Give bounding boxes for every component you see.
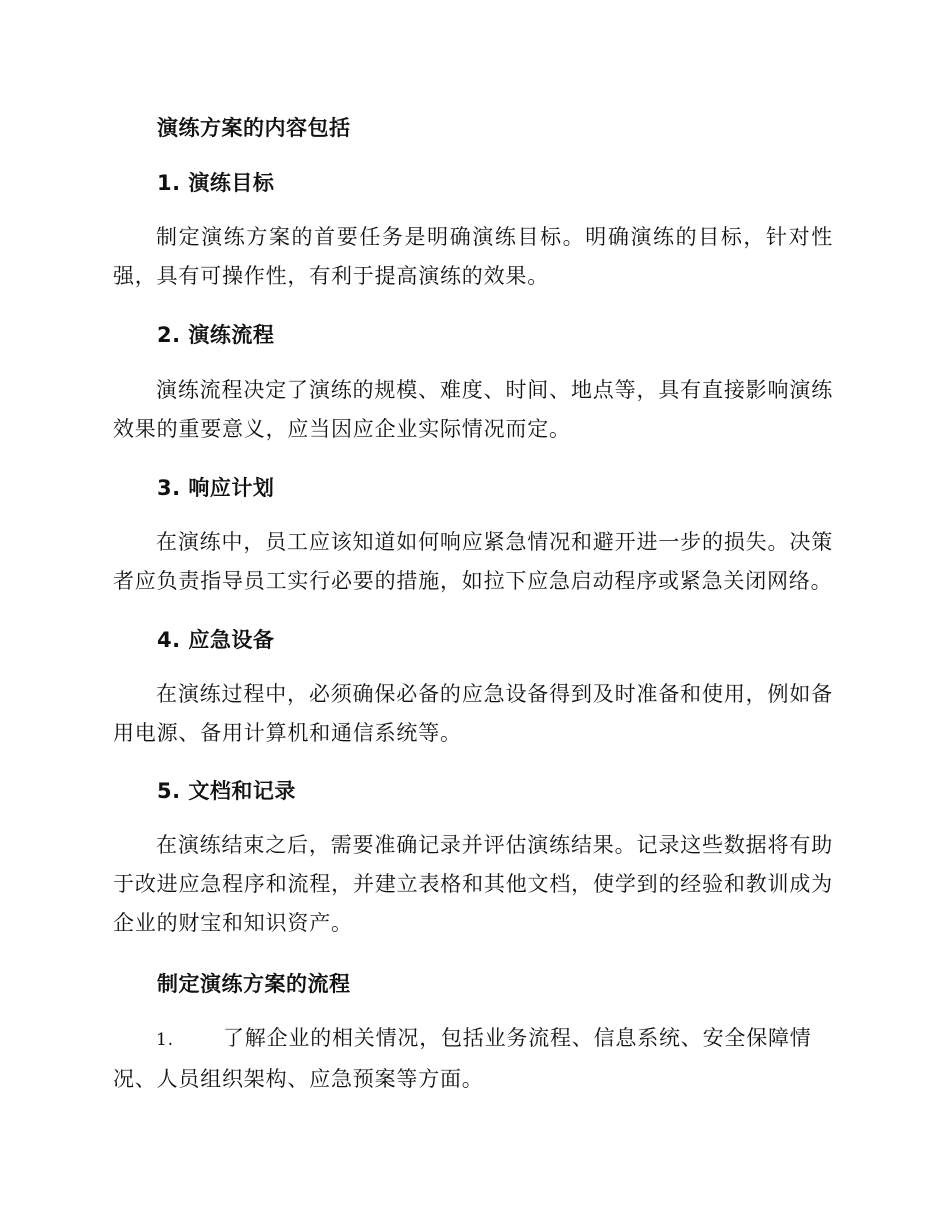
list-number: 1. xyxy=(156,1030,174,1050)
section-heading-goals: 1. 演练目标 xyxy=(157,171,275,195)
section-body-process: 演练流程决定了演练的规模、难度、时间、地点等，具有直接影响演练效果的重要意义，应当因应企业实际情况而定。 xyxy=(113,378,833,441)
process-heading: 制定演练方案的流程 xyxy=(157,972,351,996)
list-item-text: 了解企业的相关情况，包括业务流程、信息系统、安全保障情况、人员组织架构、应急预案等方面。 xyxy=(113,1026,812,1091)
section-body-response: 在演练中，员工应该知道如何响应紧急情况和避开进一步的损失。决策者应负责指导员工实行必要的措施，如拉下应急启动程序或紧急关闭网络。 xyxy=(113,530,833,593)
process-list-item xyxy=(113,1019,833,1099)
section-heading-equipment: 4. 应急设备 xyxy=(157,628,275,652)
section-body-records: 在演练结束之后，需要准确记录并评估演练结果。记录这些数据将有助于改进应急程序和流程，并建立表格和其他文档，使学到的经验和教训成为企业的财宝和知识资产。 xyxy=(113,833,833,935)
section-heading-records: 5. 文档和记录 xyxy=(157,779,296,803)
section-body-equipment: 在演练过程中，必须确保必备的应急设备得到及时准备和使用，例如备用电源、备用计算机和通信系统等。 xyxy=(113,682,833,745)
section-body-goals: 制定演练方案的首要任务是明确演练目标。明确演练的目标，针对性强，具有可操作性，有利于提高演练的效果。 xyxy=(113,225,833,288)
document-title: 演练方案的内容包括 xyxy=(157,116,351,140)
section-heading-response: 3. 响应计划 xyxy=(157,476,275,500)
section-heading-process: 2. 演练流程 xyxy=(157,323,275,347)
